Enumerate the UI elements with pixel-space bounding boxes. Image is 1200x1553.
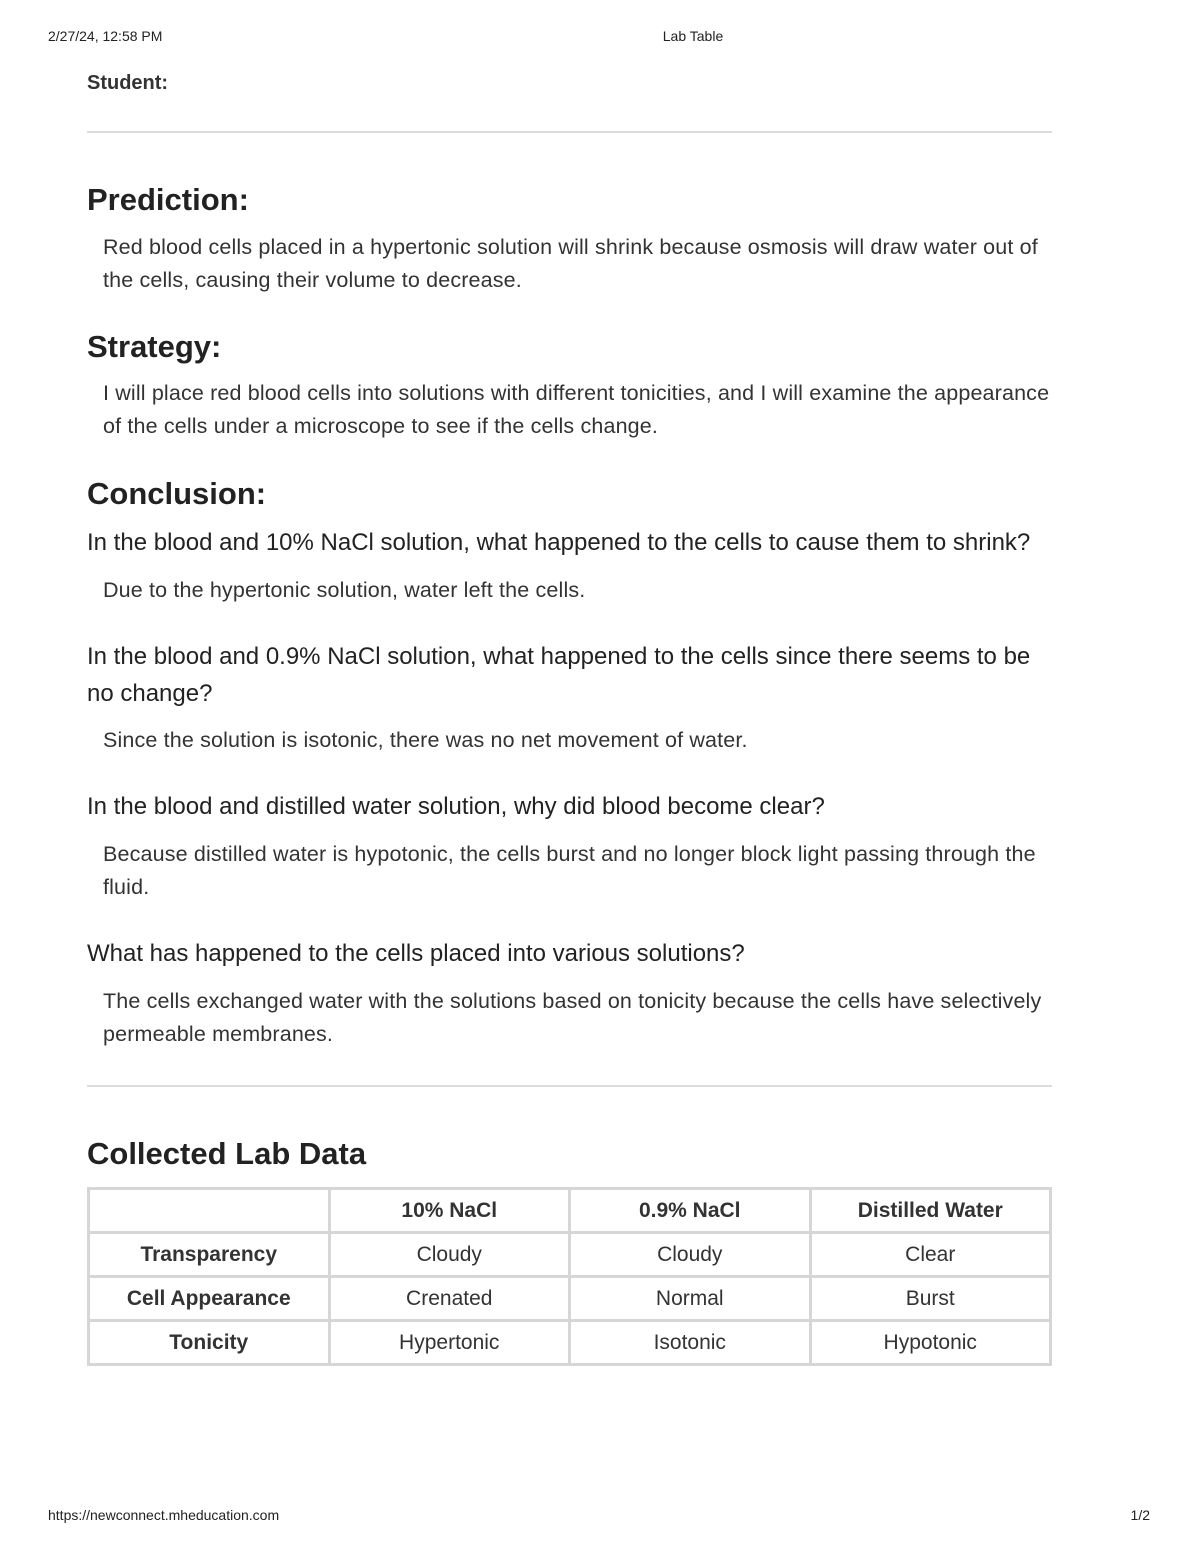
- student-label: Student:: [87, 72, 169, 94]
- conclusion-answer-4: The cells exchanged water with the solutions based on tonicity because the cells have selectively permeable membranes.: [103, 989, 1042, 1046]
- table-header-cell: 10% NaCl: [329, 1189, 570, 1233]
- table-cell: Burst: [810, 1277, 1051, 1321]
- table-header-cell: [89, 1189, 330, 1233]
- table-header-cell: Distilled Water: [810, 1189, 1051, 1233]
- lab-data-table: [87, 1187, 1052, 1366]
- print-title: Lab Table: [662, 28, 724, 44]
- table-cell: Normal: [570, 1277, 811, 1321]
- print-footer: [0, 1507, 1200, 1527]
- lab-data-heading: Collected Lab Data: [87, 1136, 367, 1171]
- conclusion-answer-1: Due to the hypertonic solution, water left the cells.: [103, 578, 586, 602]
- print-header: [0, 28, 1200, 48]
- table-cell: Clear: [810, 1233, 1051, 1277]
- page-number: 1/2: [1130, 1507, 1150, 1523]
- table-row-label: Cell Appearance: [89, 1277, 330, 1321]
- print-datetime: 2/27/24, 12:58 PM: [48, 28, 163, 44]
- table-row: [89, 1277, 1051, 1321]
- strategy-text: I will place red blood cells into solutions with different tonicities, and I will examine the appearance of the cells under a microscope to see if the cells change.: [103, 381, 1050, 438]
- document-body: [87, 68, 1052, 1366]
- table-cell: Hypertonic: [329, 1321, 570, 1365]
- conclusion-answer-2: Since the solution is isotonic, there was no net movement of water.: [103, 728, 748, 752]
- table-cell: Cloudy: [570, 1233, 811, 1277]
- print-url: https://newconnect.mheducation.com: [48, 1507, 280, 1523]
- conclusion-question-4: What has happened to the cells placed into various solutions?: [87, 940, 745, 967]
- conclusion-question-2: In the blood and 0.9% NaCl solution, what happened to the cells since there seems to be no change?: [87, 643, 1031, 707]
- prediction-heading: Prediction:: [87, 182, 249, 217]
- table-row: [89, 1321, 1051, 1365]
- conclusion-question-1: In the blood and 10% NaCl solution, what happened to the cells to cause them to shrink?: [87, 529, 1031, 556]
- table-cell: Crenated: [329, 1277, 570, 1321]
- conclusion-heading: Conclusion:: [87, 476, 267, 511]
- strategy-heading: Strategy:: [87, 329, 222, 364]
- table-header-row: [89, 1189, 1051, 1233]
- section-divider: [87, 131, 1052, 133]
- prediction-text: Red blood cells placed in a hypertonic solution will shrink because osmosis will draw water out of the cells, causing their volume to decrease.: [103, 235, 1038, 292]
- table-row-label: Transparency: [89, 1233, 330, 1277]
- table-cell: Isotonic: [570, 1321, 811, 1365]
- conclusion-question-3: In the blood and distilled water solution, why did blood become clear?: [87, 793, 825, 820]
- conclusion-answer-3: Because distilled water is hypotonic, the cells burst and no longer block light passing through the fluid.: [103, 842, 1036, 899]
- table-cell: Cloudy: [329, 1233, 570, 1277]
- table-row-label: Tonicity: [89, 1321, 330, 1365]
- table-header-cell: 0.9% NaCl: [570, 1189, 811, 1233]
- section-divider: [87, 1085, 1052, 1087]
- table-row: [89, 1233, 1051, 1277]
- table-cell: Hypotonic: [810, 1321, 1051, 1365]
